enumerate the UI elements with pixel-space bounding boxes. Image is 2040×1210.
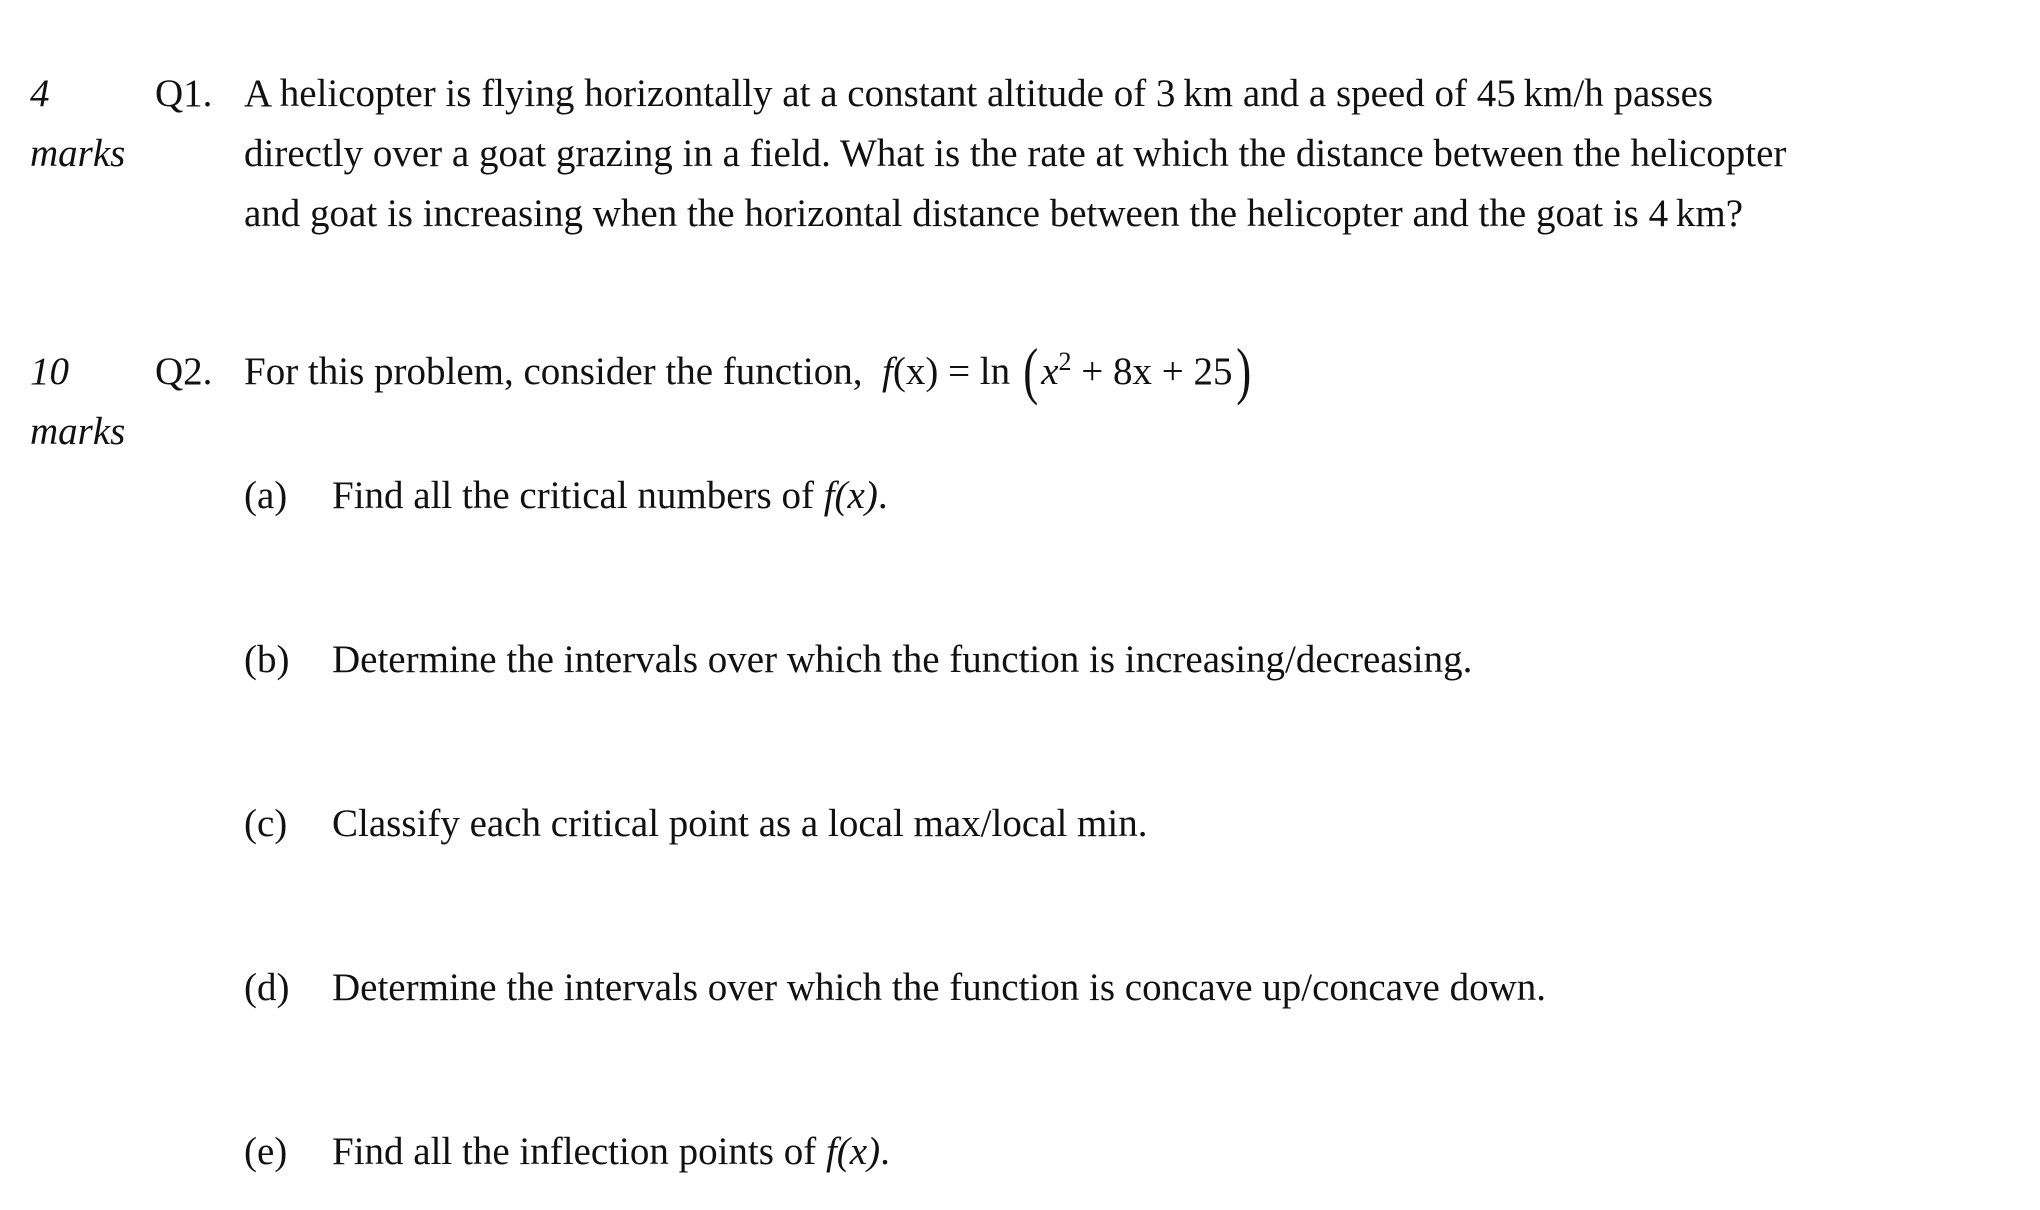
q1-line-3: and goat is increasing when the horizontal distance between the helicopter and the goat is 4 km? (244, 192, 1744, 235)
q2-part-e (244, 1122, 890, 1182)
part-d-label: (d) (244, 966, 290, 1009)
q2-part-d (244, 958, 1546, 1018)
q1-text (244, 64, 2034, 244)
q2-function: $f(x) = \ln (x^2 + 8x + 25)$ (881, 335, 1251, 406)
part-d-text: Determine the intervals over which the function is concave up/concave down. (332, 966, 1546, 1009)
part-a-label: (a) (244, 474, 288, 517)
part-c-text: Classify each critical point as a local max/local min. (332, 802, 1148, 845)
function-f: f (881, 350, 893, 393)
q2-intro-text: For this problem, consider the function, (244, 350, 863, 393)
q2-part-a (244, 466, 888, 526)
part-e-end: . (880, 1130, 890, 1173)
part-b-text: Determine the intervals over which the function is increasing/decreasing. (332, 638, 1473, 681)
part-a-text: Find all the critical numbers of (332, 474, 814, 517)
part-e-fx: f(x) (825, 1130, 881, 1173)
q2-label: Q2. (155, 350, 213, 393)
function-rest: + 8x + 25 (1071, 350, 1233, 393)
part-c-label: (c) (244, 802, 288, 845)
function-exponent: 2 (1058, 347, 1072, 376)
q2-marks-label: marks (30, 410, 126, 453)
part-b-label: (b) (244, 638, 290, 681)
q1-marks-number: 4 (30, 72, 50, 115)
q2-part-b (244, 630, 1472, 690)
function-equals-ln: = ln (938, 350, 1020, 393)
q1-line-1: A helicopter is flying horizontally at a constant altitude of 3 km and a speed of 45 km/h passes (244, 72, 1714, 115)
q2-intro (244, 335, 2034, 406)
q1-marks-label: marks (30, 132, 126, 175)
part-a-end: . (877, 474, 888, 517)
q2-marks-number: 10 (30, 350, 69, 393)
function-arg: (x) (892, 350, 939, 393)
function-x: x (1041, 350, 1059, 393)
q2-part-c (244, 794, 1147, 854)
q1-line-2: directly over a goat grazing in a field. What is the rate at which the distance between the helicopter (244, 132, 1787, 175)
part-e-label: (e) (244, 1130, 288, 1173)
part-a-fx: f(x) (823, 474, 878, 517)
q1-label: Q1. (155, 72, 213, 115)
part-e-text: Find all the inflection points of (332, 1130, 817, 1173)
